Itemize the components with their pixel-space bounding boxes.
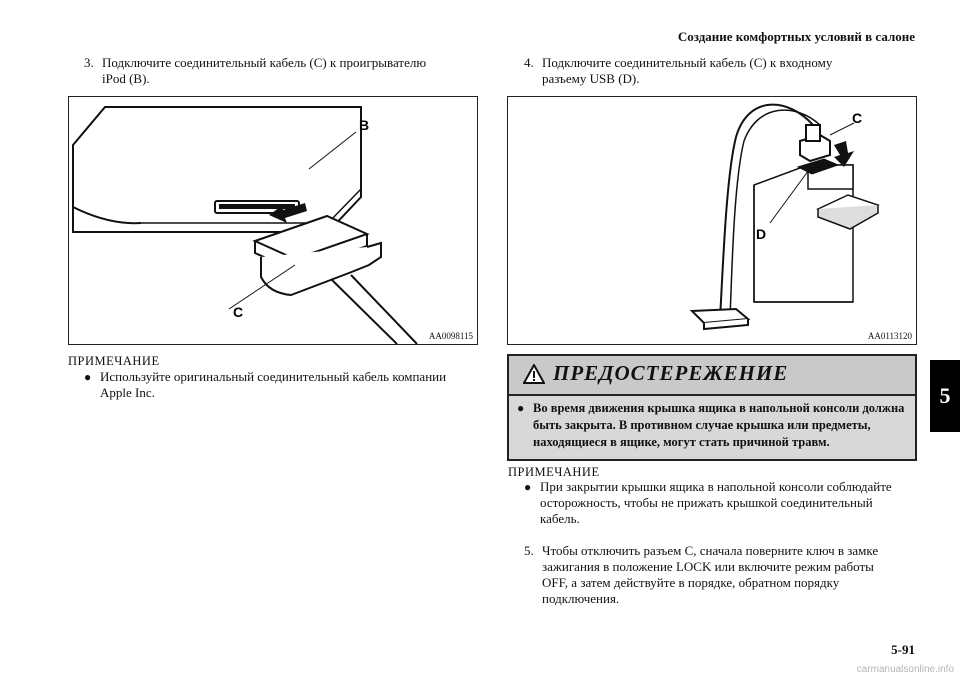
warning-line: быть закрыта. В противном случае крышка или предметы, bbox=[533, 418, 871, 432]
warning-triangle-icon bbox=[523, 364, 545, 384]
ipod-cable-illustration bbox=[69, 97, 477, 344]
step-number: 5. bbox=[524, 543, 534, 558]
chapter-tab: 5 bbox=[930, 360, 960, 432]
label-b: B bbox=[359, 117, 370, 133]
label-d: D bbox=[756, 226, 767, 242]
step-text-line: iPod (B). bbox=[102, 71, 150, 86]
step-text-line: подключения. bbox=[542, 591, 620, 606]
note-heading: ПРИМЕЧАНИЕ bbox=[68, 354, 160, 368]
ipod-connection-figure bbox=[68, 96, 478, 345]
label-c: C bbox=[852, 110, 863, 126]
insert-down-arrow-icon bbox=[834, 141, 854, 167]
step-number: 3. bbox=[84, 55, 94, 70]
usb-cable-illustration bbox=[508, 97, 916, 344]
note-line: осторожность, чтобы не прижать крышкой соединительный bbox=[540, 495, 873, 510]
step-4 bbox=[524, 55, 924, 87]
bullet-icon: ● bbox=[524, 480, 532, 494]
note-heading: ПРИМЕЧАНИЕ bbox=[508, 465, 600, 479]
step-5 bbox=[524, 543, 924, 607]
note-line: Используйте оригинальный соединительный кабель компании bbox=[100, 369, 447, 384]
label-c: C bbox=[233, 304, 244, 320]
warning-title: ПРЕДОСТЕРЕЖЕНИЕ bbox=[553, 361, 789, 385]
bullet-icon: ● bbox=[517, 401, 525, 415]
warning-line: находящиеся в ящике, могут стать причиной травм. bbox=[533, 435, 830, 449]
note-body bbox=[84, 369, 484, 401]
figure-code: AA0113120 bbox=[867, 331, 912, 341]
note-line: кабель. bbox=[540, 511, 580, 526]
page-header-title: Создание комфортных условий в салоне bbox=[677, 29, 915, 44]
page-number: 5-91 bbox=[891, 642, 915, 657]
usb-connection-figure bbox=[507, 96, 917, 345]
connection-cable bbox=[331, 275, 417, 344]
step-text-line: Подключите соединительный кабель (C) к проигрывателю bbox=[102, 55, 427, 70]
warning-header bbox=[509, 356, 915, 396]
step-number: 4. bbox=[524, 55, 534, 70]
bullet-icon: ● bbox=[84, 370, 92, 384]
watermark: carmanualsonline.info bbox=[856, 664, 954, 675]
step-3 bbox=[84, 55, 484, 87]
step-text-line: разъему USB (D). bbox=[542, 71, 640, 86]
warning-text bbox=[509, 396, 915, 459]
step-text-line: зажигания в положение LOCK или включите режим работы bbox=[542, 559, 874, 574]
warning-line: Во время движения крышка ящика в напольной консоли должна bbox=[533, 401, 905, 415]
note-line: Apple Inc. bbox=[100, 385, 155, 400]
warning-box bbox=[507, 354, 917, 461]
note-body bbox=[524, 479, 924, 527]
step-text-line: Чтобы отключить разъем C, сначала поверните ключ в замке bbox=[542, 543, 879, 558]
figure-code: AA0098115 bbox=[428, 331, 473, 341]
note-line: При закрытии крышки ящика в напольной консоли соблюдайте bbox=[540, 479, 892, 494]
step-text-line: Подключите соединительный кабель (C) к входному bbox=[542, 55, 833, 70]
step-text-line: OFF, а затем действуйте в порядке, обратном порядку bbox=[542, 575, 840, 590]
